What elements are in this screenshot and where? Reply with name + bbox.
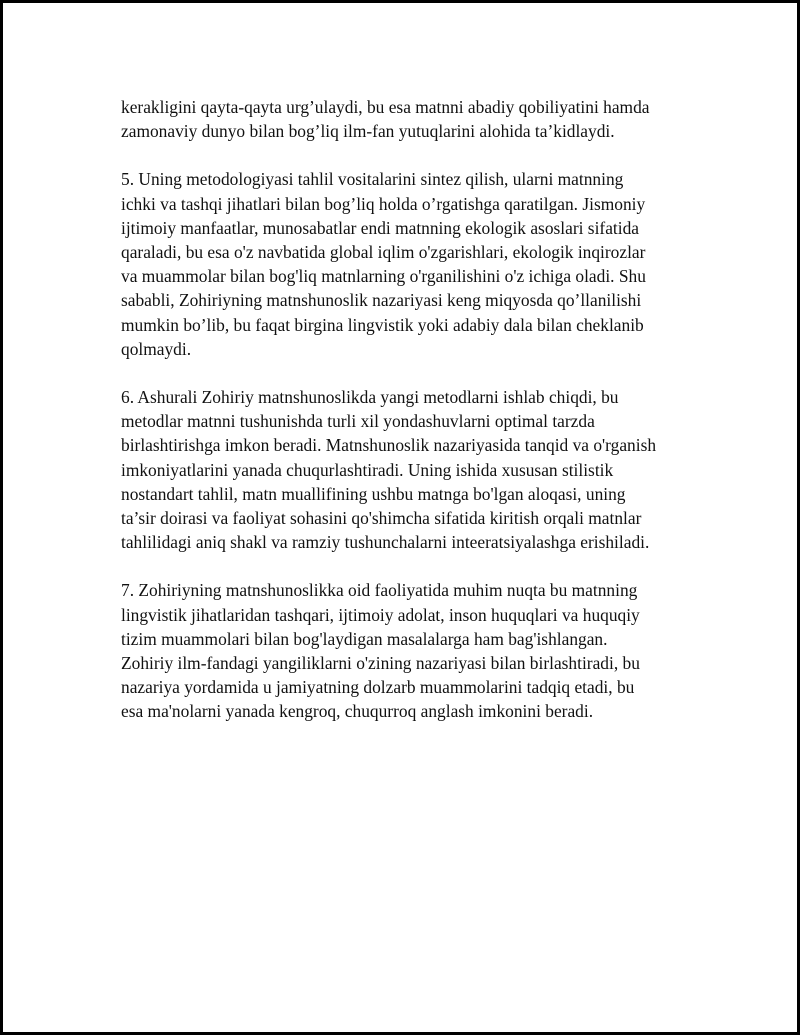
text-line: kerakligini qayta-qayta urg’ulaydi, bu esa matnni abadiy qobiliyatini hamda — [121, 97, 650, 117]
text-line: ichki va tashqi jihatlari bilan bog’liq holda o’rgatishga qaratilgan. Jismoniy — [121, 193, 646, 214]
text-line: birlashtirishga imkon beradi. Matnshunoslik nazariyasida tanqid va o'rganish — [121, 435, 657, 456]
text-line: metodlar matnni tushunishda turli xil yondashuvlarni optimal tarzda — [121, 411, 595, 432]
text-line: lingvistik jihatlaridan tashqari, ijtimoiy adolat, inson huquqlari va huquqiy — [121, 604, 640, 625]
paragraph-continuation — [121, 95, 701, 143]
paragraph-item-5 — [121, 167, 701, 361]
text-line: tahlilidagi aniq shakl va ramziy tushunchalarni inteeratsiyalashga erishiladi. — [121, 532, 650, 553]
text-line: tizim muammolari bilan bog'laydigan masalalarga ham bag'ishlangan. — [121, 628, 608, 649]
text-line: ijtimoiy manfaatlar, munosabatlar endi matnning ekologik asoslari sifatida — [121, 217, 639, 238]
text-line: qaraladi, bu esa o'z navbatida global iqlim o'zgarishlari, ekologik inqirozlar — [121, 242, 646, 263]
text-line: imkoniyatlarini yanada chuqurlashtiradi. Uning ishida xususan stilistik — [121, 459, 614, 480]
text-line: nostandart tahlil, matn muallifining ushbu matnga bo'lgan aloqasi, uning — [121, 483, 626, 504]
text-line: nazariya yordamida u jamiyatning dolzarb muammolarini tadqiq etadi, bu — [121, 677, 635, 698]
text-line: esa ma'nolarni yanada kengroq, chuqurroq anglash imkonini beradi. — [121, 701, 594, 722]
text-line: qolmaydi. — [121, 338, 192, 359]
text-line: 7. Zohiriyning matnshunoslikka oid faoliyatida muhim nuqta bu matnning — [121, 580, 638, 601]
text-line: Zohiriy ilm-fandagi yangiliklarni o'zining nazariyasi bilan birlashtiradi, bu — [121, 653, 640, 674]
text-line: zamonaviy dunyo bilan bog’liq ilm-fan yutuqlarini alohida ta’kidlaydi. — [121, 121, 615, 142]
document-body — [121, 95, 701, 748]
paragraph-item-6 — [121, 385, 701, 554]
text-line: 5. Uning metodologiyasi tahlil vositalarini sintez qilish, ularni matnning — [121, 169, 624, 190]
text-line: sababli, Zohiriyning matnshunoslik nazariyasi keng miqyosda qo’llanilishi — [121, 290, 642, 311]
paragraph-item-7 — [121, 578, 701, 723]
text-line: va muammolar bilan bog'liq matnlarning o'rganilishini o'z ichiga oladi. Shu — [121, 266, 646, 287]
text-line: mumkin bo’lib, bu faqat birgina lingvistik yoki adabiy dala bilan cheklanib — [121, 314, 644, 335]
text-line: ta’sir doirasi va faoliyat sohasini qo'shimcha sifatida kiritish orqali matnlar — [121, 508, 642, 529]
text-line: 6. Ashurali Zohiriy matnshunoslikda yangi metodlarni ishlab chiqdi, bu — [121, 387, 619, 408]
